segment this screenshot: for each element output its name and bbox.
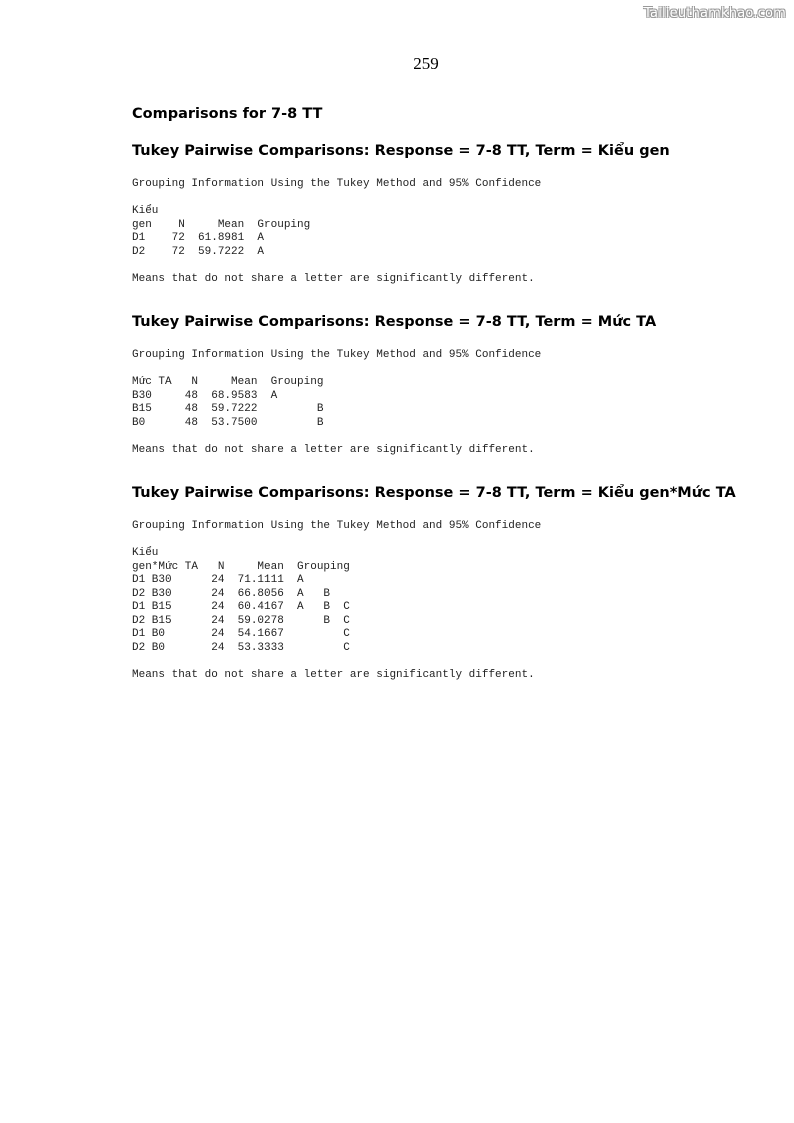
main-title: Comparisons for 7-8 TT: [132, 106, 323, 122]
section-title: Tukey Pairwise Comparisons: Response = 7-8 TT, Term = Mức TA: [132, 314, 657, 330]
section-interaction: [132, 483, 752, 682]
page-number: 259: [413, 54, 439, 73]
section-title: Tukey Pairwise Comparisons: Response = 7-8 TT, Term = Kiểu gen*Mức TA: [132, 485, 736, 501]
tukey-output-block: Grouping Information Using the Tukey Method and 95% Confidence Kiểu gen N Mean Grouping D1 72 61.8981 A D2 72 59.7222 A Means that do not share a letter are significantly different.: [132, 178, 542, 285]
tukey-output-block: Grouping Information Using the Tukey Method and 95% Confidence Mức TA N Mean Grouping B30 48 68.9583 A B15 48 59.7222 B B0 48 53.7500 B Means that do not share a letter are significantly different.: [132, 349, 542, 456]
tukey-output-block: Grouping Information Using the Tukey Method and 95% Confidence Kiểu gen*Mức TA N Mean Grouping D1 B30 24 71.1111 A D2 B30 24 66.8056 A B D1 B15 24 60.4167 A B C D2 B15 24 59.0278 B C D1 B0 24 54.1667 C D2 B0 24 53.3333 C Means that do not share a letter are significantly different.: [132, 520, 542, 681]
section-muc-ta: [132, 312, 752, 457]
document-body: [132, 104, 752, 682]
watermark-text: Tailieuthamkhao.com: [644, 6, 786, 21]
section-title: Tukey Pairwise Comparisons: Response = 7-8 TT, Term = Kiểu gen: [132, 143, 670, 159]
section-kieu-gen: [132, 141, 752, 286]
